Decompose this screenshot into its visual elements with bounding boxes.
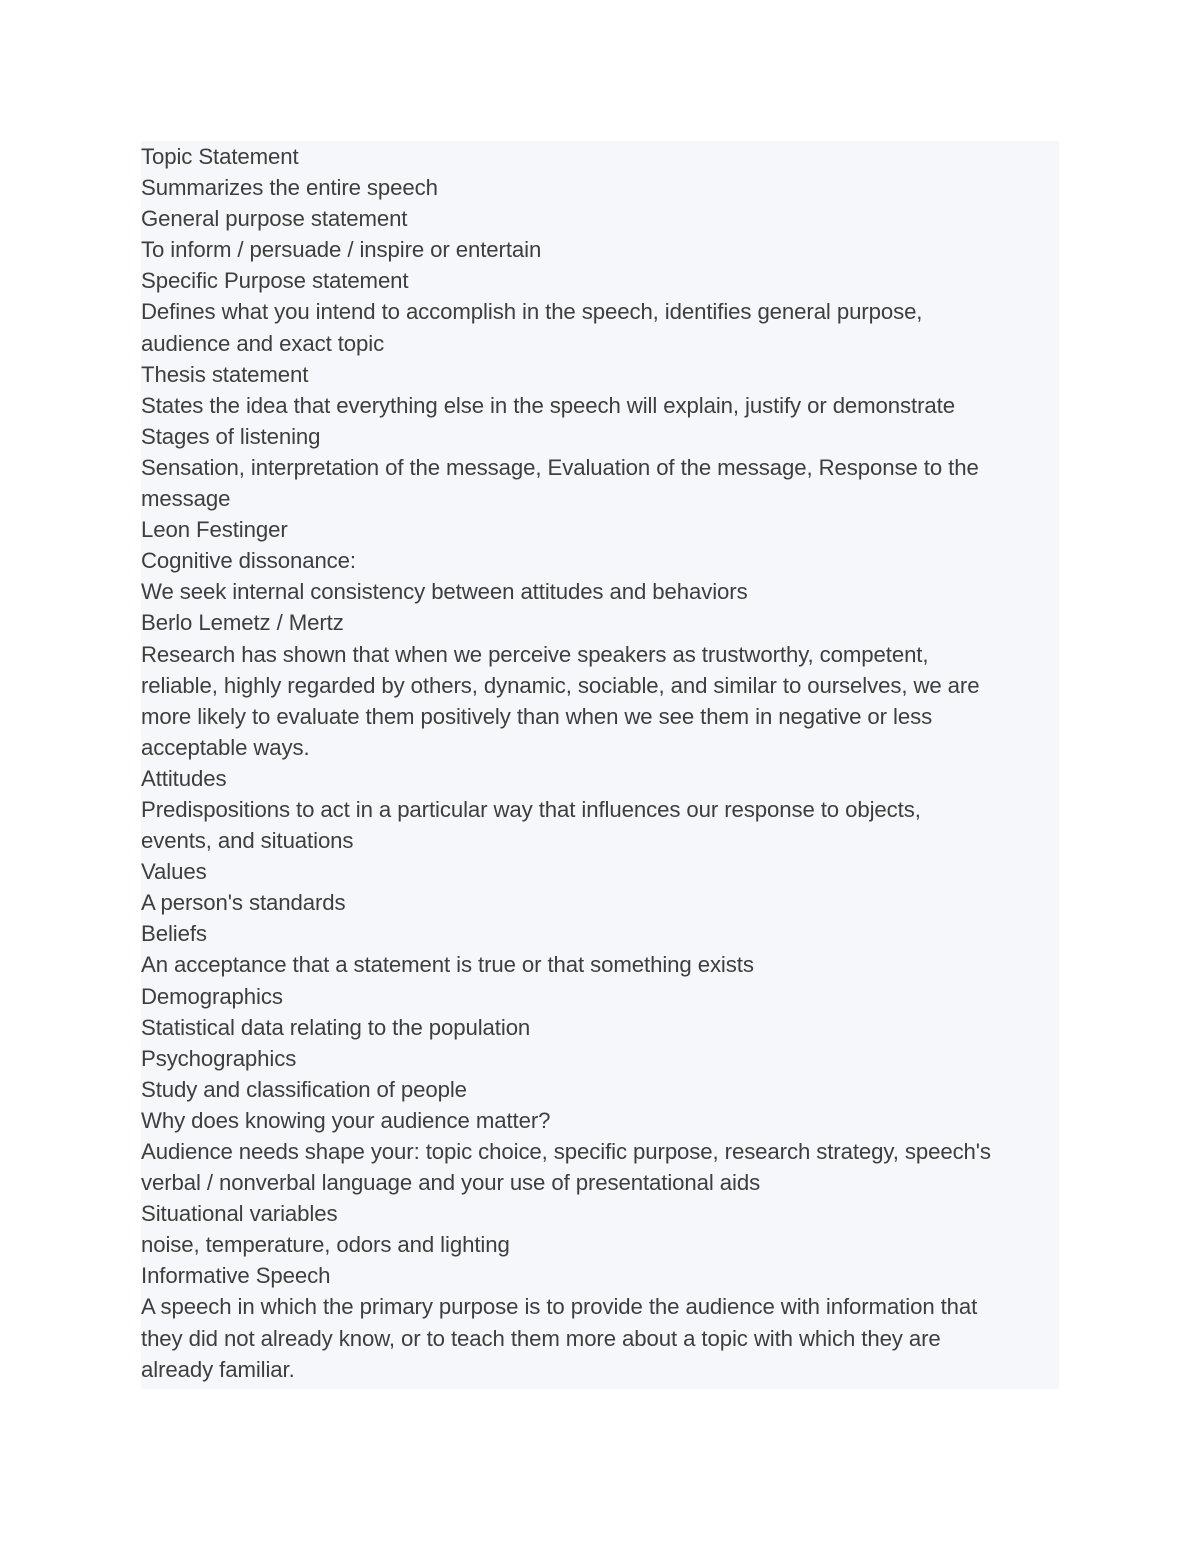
text-line: Audience needs shape your: topic choice, specific purpose, research strategy, speech's xyxy=(141,1139,991,1164)
text-line: Beliefs xyxy=(141,921,207,947)
text-line: General purpose statement xyxy=(141,206,408,232)
text-line: Specific Purpose statement xyxy=(141,268,409,294)
text-line: Why does knowing your audience matter? xyxy=(141,1107,551,1133)
text-line: Thesis statement xyxy=(141,361,309,387)
text-line: acceptable ways. xyxy=(141,734,310,760)
text-line: Research has shown that when we perceive speakers as trustworthy, competent, xyxy=(141,641,929,667)
text-line: Psychographics xyxy=(141,1045,297,1071)
text-line: Berlo Lemetz / Mertz xyxy=(141,610,344,636)
text-line: Demographics xyxy=(141,983,283,1009)
text-line: Topic Statement xyxy=(141,144,299,169)
text-line: Summarizes the entire speech xyxy=(141,175,438,201)
text-line: A person's standards xyxy=(141,890,346,916)
text-line: already familiar. xyxy=(141,1356,295,1382)
text-line: Leon Festinger xyxy=(141,517,288,543)
text-line: more likely to evaluate them positively than when we see them in negative or less xyxy=(141,703,933,729)
text-line: they did not already know, or to teach them more about a topic with which they are xyxy=(141,1325,941,1351)
text-line: Stages of listening xyxy=(141,423,321,449)
notes-text xyxy=(141,141,1071,1385)
text-line: Situational variables xyxy=(141,1201,338,1227)
text-line: Statistical data relating to the population xyxy=(141,1014,531,1040)
text-line: reliable, highly regarded by others, dynamic, sociable, and similar to ourselves, we are xyxy=(141,672,980,698)
text-line: verbal / nonverbal language and your use of presentational aids xyxy=(141,1170,761,1196)
text-line: Predispositions to act in a particular way that influences our response to objects, xyxy=(141,796,921,822)
text-line: Sensation, interpretation of the message, Evaluation of the message, Response to the xyxy=(141,454,979,480)
text-line: Cognitive dissonance: xyxy=(141,548,356,574)
text-line: An acceptance that a statement is true or that something exists xyxy=(141,952,754,978)
text-line: Defines what you intend to accomplish in the speech, identifies general purpose, xyxy=(141,299,923,325)
text-line: States the idea that everything else in the speech will explain, justify or demonstrate xyxy=(141,392,955,418)
text-line: Study and classification of people xyxy=(141,1076,467,1102)
text-line: events, and situations xyxy=(141,828,354,854)
text-line: A speech in which the primary purpose is to provide the audience with information that xyxy=(141,1294,978,1320)
text-line: message xyxy=(141,486,231,512)
notes-content-block xyxy=(141,141,1059,1389)
text-line: Informative Speech xyxy=(141,1263,331,1289)
text-line: noise, temperature, odors and lighting xyxy=(141,1232,510,1258)
text-line: We seek internal consistency between attitudes and behaviors xyxy=(141,579,748,605)
text-line: To inform / persuade / inspire or entertain xyxy=(141,237,542,263)
text-line: Values xyxy=(141,859,207,885)
text-line: audience and exact topic xyxy=(141,330,385,356)
text-line: Attitudes xyxy=(141,765,227,791)
